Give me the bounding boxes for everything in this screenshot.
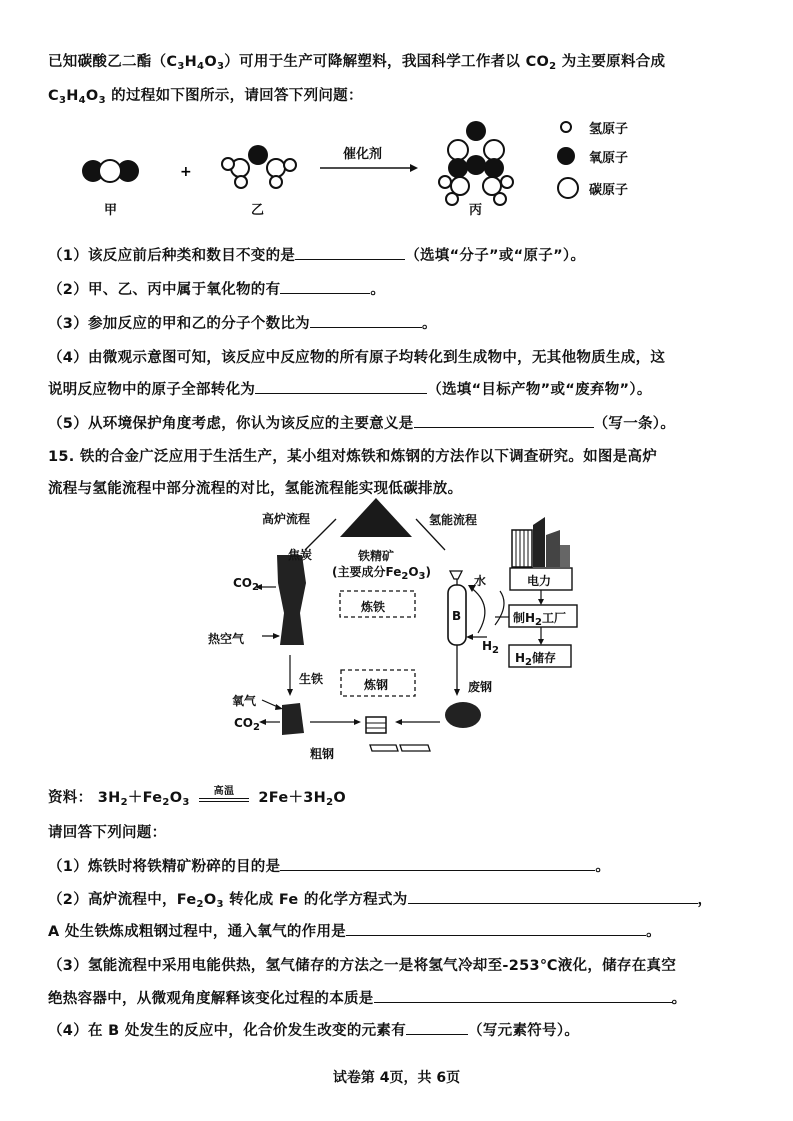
plus-sign: + [180, 164, 192, 180]
molecule-bing [439, 121, 513, 205]
intro-line-2: $C_3H_4O_3$ 的过程如下图所示，请回答下列问题： [48, 88, 363, 106]
liangang-label: 炼钢 [364, 678, 389, 692]
answer-blank[interactable] [310, 313, 422, 328]
molecule-diagram [0, 110, 793, 225]
gaolu-label: 高炉流程 [262, 512, 311, 526]
q15-3-line2: 绝热容器中，从微观角度解释该变化过程的本质是 。 [48, 987, 686, 1008]
scrap-steel-icon [445, 702, 481, 728]
q14-4-line1: （4）由微观示意图可知，该反应中反应物的所有原子均转化到生成物中，无其他物质生成，这 [48, 350, 666, 366]
label-jia: 甲 [104, 203, 118, 218]
zhiqing-label: 制$H_2$工厂 [513, 611, 567, 628]
b-label: B [452, 609, 462, 623]
answer-blank[interactable] [295, 245, 405, 260]
answer-blank[interactable] [408, 889, 698, 904]
flow-diagram [0, 495, 793, 765]
answer-blank[interactable] [346, 921, 646, 936]
q15-2: （2）高炉流程中，$Fe_2O_3$ 转化成 Fe 的化学方程式为 ， [48, 888, 712, 910]
city-buildings-icon [512, 517, 570, 567]
molecule-yi [222, 145, 296, 188]
q14-2: （2）甲、乙、丙中属于氧化物的有 。 [48, 278, 385, 299]
liantie-label: 炼铁 [361, 600, 386, 614]
answer-blank[interactable] [280, 856, 595, 871]
condition-arrow: 高温 [199, 794, 249, 802]
jiaotan-label: 焦炭 [288, 548, 313, 562]
shui-label: 水 [474, 574, 487, 588]
dianli-label: 电力 [527, 574, 552, 588]
legend-h-icon [561, 122, 571, 132]
answer-blank[interactable] [255, 379, 427, 394]
q15-prompt: 请回答下列问题： [48, 825, 167, 841]
legend-o-label: 氧原子 [589, 151, 629, 166]
crude-steel-icon [366, 717, 386, 733]
blast-furnace-icon [277, 555, 306, 645]
yangqi-label: 氧气 [232, 694, 257, 708]
legend-c-label: 碳原子 [589, 183, 629, 198]
label-bing: 丙 [469, 203, 483, 218]
q15-1: （1）炼铁时将铁精矿粉碎的目的是 。 [48, 855, 610, 876]
q14-5: （5）从环境保护角度考虑，你认为该反应的主要意义是 （写一条）。 [48, 412, 675, 433]
page-footer: 试卷第 4页，共 6页 [332, 1070, 461, 1086]
label-yi: 乙 [251, 203, 265, 218]
reshuqi-label: 热空气 [208, 632, 245, 646]
q14-1: （1）该反应前后种类和数目不变的是 （选填“分子”或“原子”）。 [48, 244, 585, 265]
molecule-jia [82, 160, 139, 182]
legend-c-icon [558, 178, 578, 198]
feigang-label: 废钢 [468, 680, 493, 694]
chucun-label: $H_2$储存 [515, 651, 557, 668]
intro-line-1: 已知碳酸乙二酯$(C_3H_4O_3)$可用于生产可降解塑料，我国科学工作者以 $CO_2$ 为主要原料合成 [48, 54, 666, 72]
converter-a-icon [282, 703, 304, 735]
q15-2-line2: A 处生铁炼成粗钢过程中，通入氧气的作用是 。 [48, 920, 661, 941]
q15-4: （4）在 B 处发生的反应中，化合价发生改变的元素有 （写元素符号）。 [48, 1019, 579, 1040]
q14-4-line2: 说明反应物中的原子全部转化为 （选填“目标产物”或“废弃物”）。 [48, 378, 652, 399]
answer-blank[interactable] [406, 1020, 468, 1035]
legend-o-icon [557, 147, 575, 165]
co2-top-label: $CO_2$ [233, 576, 259, 593]
answer-blank[interactable] [280, 279, 370, 294]
legend-h-label: 氢原子 [589, 122, 629, 137]
h2-label: $H_2$ [482, 639, 500, 656]
co2-bottom-label: $CO_2$ [234, 716, 260, 733]
answer-blank[interactable] [414, 413, 594, 428]
catalyst-label: 催化剂 [343, 147, 383, 162]
answer-blank[interactable] [374, 988, 672, 1003]
ziliao-equation: 资料： $3H_2+Fe_2O_3$ 高温 $2Fe+3H_2O$ [48, 786, 346, 808]
iron-ore-pile-icon [340, 498, 412, 537]
qingneng-label: 氢能流程 [429, 513, 478, 527]
q15-intro-1: 15. 铁的合金广泛应用于生活生产，某小组对炼铁和炼钢的方法作以下调查研究。如图是高炉 [48, 449, 658, 465]
q14-3: （3）参加反应的甲和乙的分子个数比为 。 [48, 312, 437, 333]
q15-intro-2: 流程与氢能流程中部分流程的对比，氢能流程能实现低碳排放。 [48, 481, 463, 497]
main-comp-label: (主要成分$Fe_2O_3$) [332, 565, 431, 582]
cugang-label: 粗钢 [310, 747, 335, 761]
q15-3-line1: （3）氢能流程中采用电能供热，氢气储存的方法之一是将氢气冷却至-253℃液化，储存在真空 [48, 958, 677, 974]
shengtie-label: 生铁 [299, 672, 324, 686]
tiejingkuang-label: 铁精矿 [358, 549, 395, 563]
